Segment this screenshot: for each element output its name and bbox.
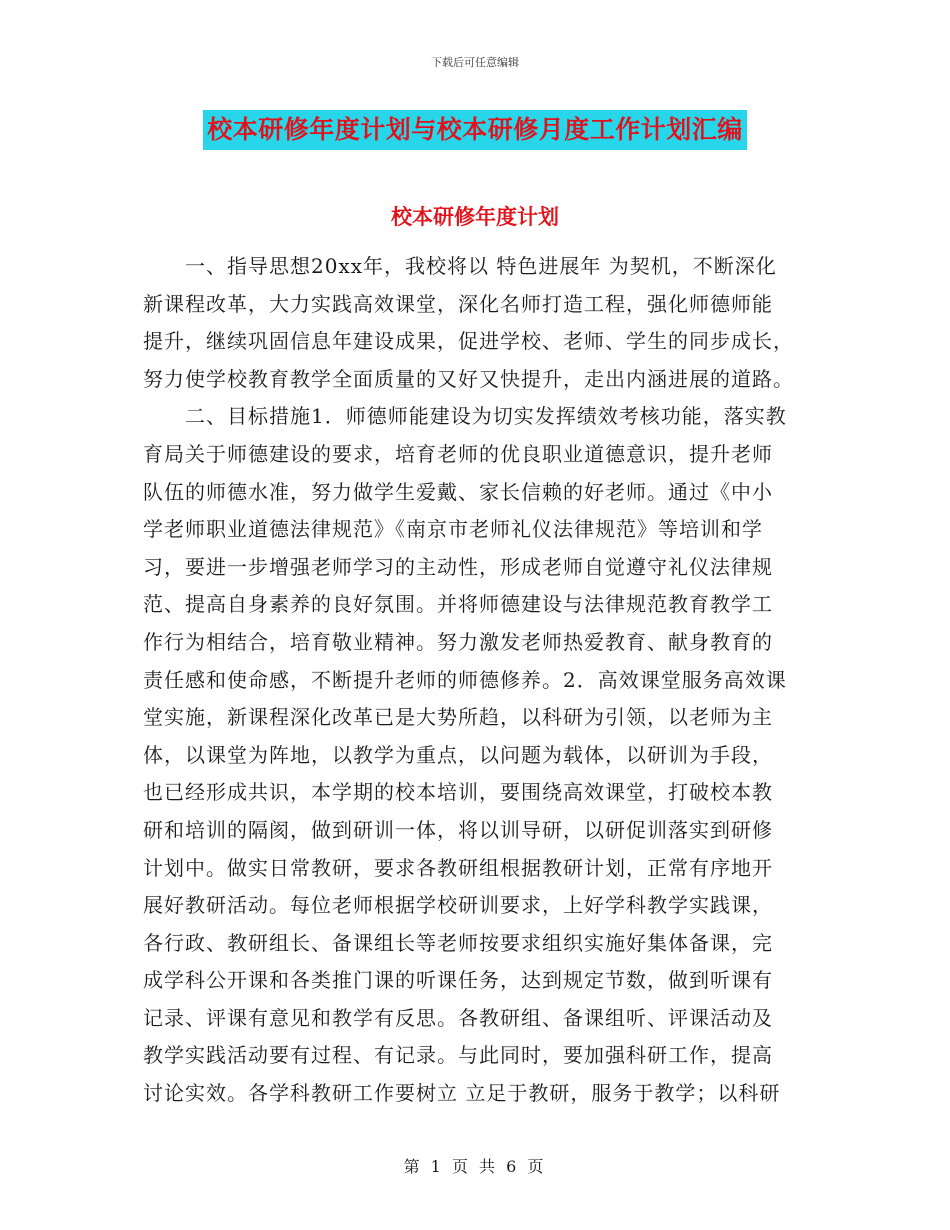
- body-line: 习，要进一步增强老师学习的主动性，形成老师自觉遵守礼仪法律规: [143, 554, 773, 579]
- body-line: 新课程改革，大力实践高效课堂，深化名师打造工程，强化师德师能: [143, 291, 773, 316]
- body-line: 二、目标措施1．师德师能建设为切实发挥绩效考核功能，落实教: [143, 404, 787, 429]
- body-line: 展好教研活动。每位老师根据学校研训要求，上好学科教学实践课，: [143, 893, 773, 918]
- body-line: 范、提高自身素养的良好氛围。并将师德建设与法律规范教育教学工: [143, 592, 773, 617]
- page-footer: 第 1 页 共 6 页: [403, 1157, 547, 1176]
- body-line: 提升，继续巩固信息年建设成果，促进学校、老师、学生的同步成长，: [143, 329, 794, 354]
- body-line: 作行为相结合，培育敬业精神。努力激发老师热爱教育、献身教育的: [143, 629, 773, 654]
- body-line: 育局关于师德建设的要求，培育老师的优良职业道德意识，提升老师: [143, 441, 773, 466]
- body-line: 堂实施，新课程深化改革已是大势所趋，以科研为引领，以老师为主: [143, 705, 773, 730]
- body-line: 体，以课堂为阵地，以教学为重点，以问题为载体，以研训为手段，: [143, 742, 773, 767]
- body-line: 一、指导思想20xx年，我校将以 特色进展年 为契机，不断深化: [143, 254, 777, 278]
- body-line: 各行政、教研组长、备课组长等老师按要求组织实施好集体备课，完: [143, 930, 773, 955]
- body-line: 记录、评课有意见和教学有反思。各教研组、备课组听、评课活动及: [143, 1005, 773, 1030]
- header-note: 下载后可任意编辑: [431, 56, 519, 69]
- body-text: [143, 248, 807, 1113]
- section-title: 校本研修年度计划: [391, 205, 559, 229]
- body-line: 队伍的师德水准，努力做学生爱戴、家长信赖的好老师。通过《中小: [143, 479, 773, 504]
- body-line: 责任感和使命感，不断提升老师的师德修养。2．高效课堂服务高效课: [143, 667, 787, 692]
- body-line: 教学实践活动要有过程、有记录。与此同时，要加强科研工作，提高: [143, 1043, 773, 1068]
- body-line: 讨论实效。各学科教研工作要树立 立足于教研，服务于教学；以科研: [143, 1081, 781, 1106]
- body-line: 也已经形成共识，本学期的校本培训，要围绕高效课堂，打破校本教: [143, 780, 773, 805]
- body-line: 研和培训的隔阂，做到研训一体，将以训导研，以研促训落实到研修: [143, 817, 773, 842]
- body-line: 计划中。做实日常教研，要求各教研组根据教研计划，正常有序地开: [143, 855, 773, 880]
- document-title: 校本研修年度计划与校本研修月度工作计划汇编: [203, 110, 747, 150]
- body-line: 努力使学校教育教学全面质量的又好又快提升，走出内涵进展的道路。: [143, 366, 794, 391]
- body-line: 成学科公开课和各类推门课的听课任务，达到规定节数，做到听课有: [143, 968, 773, 993]
- body-line: 学老师职业道德法律规范》《南京市老师礼仪法律规范》等培训和学: [143, 517, 763, 542]
- document-title-wrap: [0, 110, 950, 150]
